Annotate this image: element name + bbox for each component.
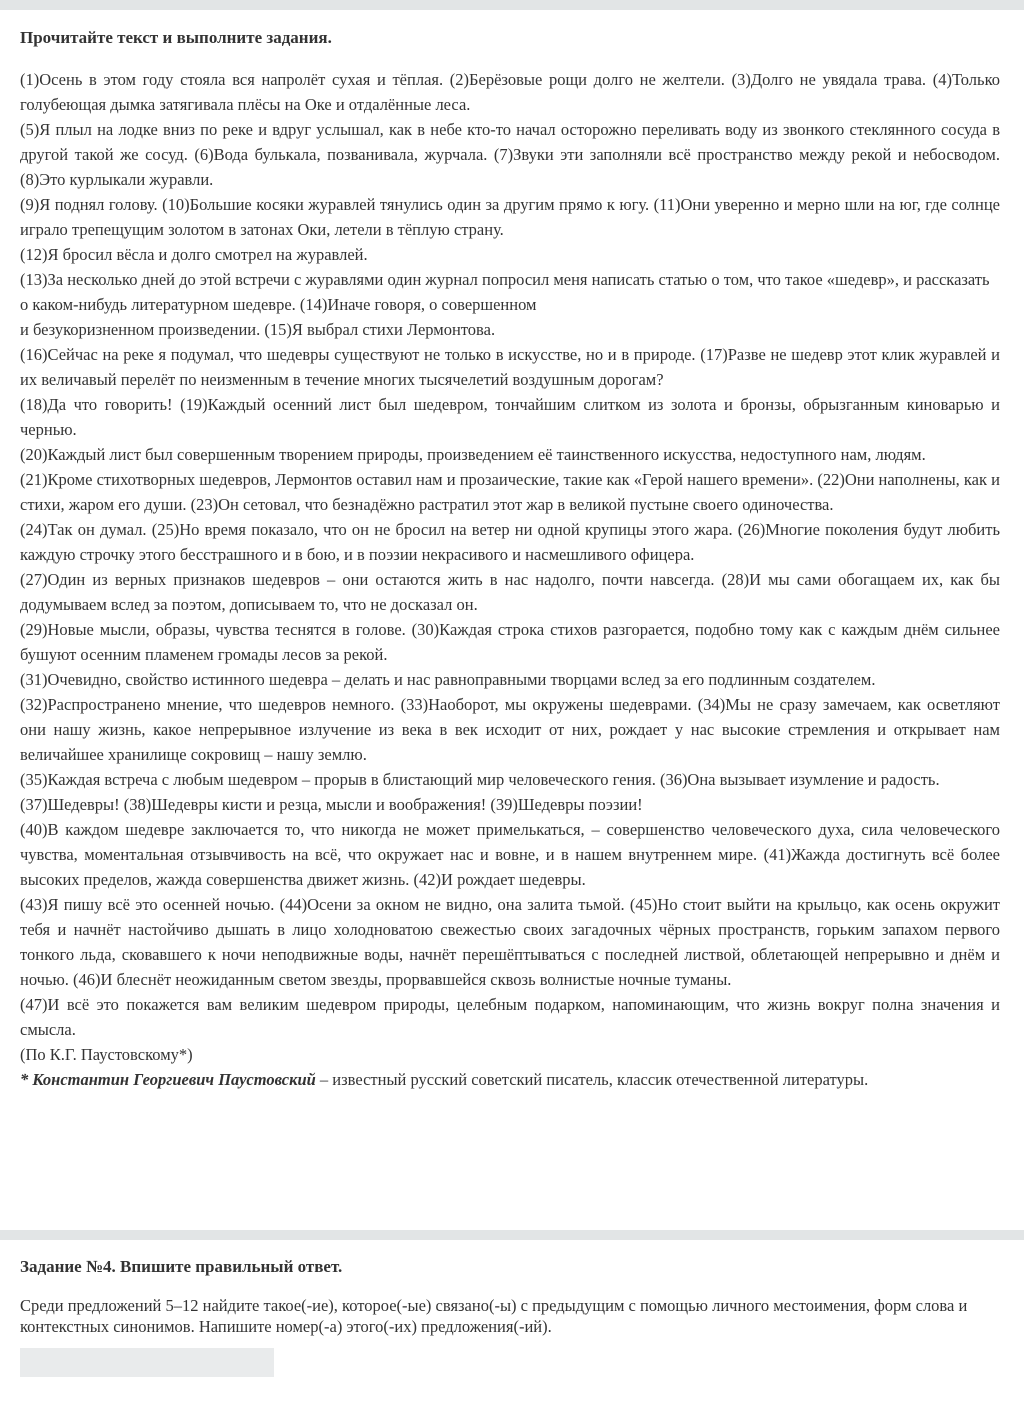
paragraph: (18)Да что говорить! (19)Каждый осенний лист был шедевром, тончайшим слитком из золота и бронзы, обрызганным киноварью и чернью. [20,395,1000,439]
paragraph: (43)Я пишу всё это осенней ночью. (44)Осени за окном не видно, она залита тьмой. (45)Но стоит выйти на крыльцо, как осень окружит тебя и начнёт настойчиво дышать в лицо холодноватою свежестью своих загадочных чёрных пространств, горьким запахом первого тонкого льда, сковавшего к ночи неподвижные воды, начнёт перешёптываться с последней листвой, облетающей непрерывно и днём и ночью. (46)И блеснёт неожиданным светом звезды, прорвавшейся сквозь волнистые ночные туманы. [20,895,1000,989]
task-section [20,1257,1000,1337]
paragraph: (40)В каждом шедевре заключается то, что никогда не может примелькаться, – совершенство человеческого духа, сила человеческого чувства, моментальная отзывчивость на всё, что окружает нас и вовне, и в нашем внутреннем мире. (41)Жажда достигнуть всё более высоких пределов, жажда совершенства движет жизнь. (42)И рождает шедевры. [20,820,1000,889]
paragraph: (13)За несколько дней до этой встречи с журавлями один журнал попросил меня написать статью о том, что такое «шедевр», и рассказать [20,270,990,289]
paragraph: (31)Очевидно, свойство истинного шедевра – делать и нас равноправными творцами вслед за его подлинным создателем. [20,670,876,689]
footnote-text: – известный русский советский писатель, классик отечественной литературы. [315,1070,869,1089]
paragraph: и безукоризненном произведении. (15)Я выбрал стихи Лермонтова. [20,320,496,339]
paragraph: (35)Каждая встреча с любым шедевром – прорыв в блистающий мир человеческого гения. (36)Она вызывает изумление и радость. [20,770,940,789]
reading-section [20,28,1000,1092]
task-title: Задание №4. Впишите правильный ответ. [20,1257,343,1276]
paragraph: (27)Один из верных признаков шедевров – они остаются жить в нас надолго, почти навсегда. (28)И мы сами обогащаем их, как бы додумываем вслед за поэтом, дописываем то, что не досказал он. [20,570,1000,614]
top-divider [0,0,1024,10]
reading-text [20,67,1000,1092]
paragraph: о каком-нибудь литературном шедевре. (14)Иначе говоря, о совершенном [20,295,537,314]
author-footnote [20,1067,1000,1092]
paragraph: (9)Я поднял голову. (10)Большие косяки журавлей тянулись один за другим прямо к югу. (11)Они уверенно и мерно шли на юг, где солнце играло трепещущим золотом в затонах Оки, летели в тёплую страну. [20,195,1000,239]
paragraph: (5)Я плыл на лодке вниз по реке и вдруг услышал, как в небе кто-то начал осторожно переливать воду из звонкого стеклянного сосуда в другой такой же сосуд. (6)Вода булькала, позванивала, журчала. (7)Звуки эти заполняли всё пространство между рекой и небосводом. (8)Это курлыкали журавли. [20,120,1000,189]
paragraph: (20)Каждый лист был совершенным творением природы, произведением её таинственного искусства, недоступного нам, людям. [20,445,926,464]
source-attribution: (По К.Г. Паустовскому*) [20,1045,193,1064]
paragraph: (32)Распространено мнение, что шедевров немного. (33)Наоборот, мы окружены шедеврами. (34)Мы не сразу замечаем, как осветляют они нашу жизнь, какое непрерывное излучение из века в век исходит от них, рождает у нас высокие стремления и открывает нам величайшее хранилище сокровищ – нашу землю. [20,695,1000,764]
paragraph: (24)Так он думал. (25)Но время показало, что он не бросил на ветер ни одной крупицы этого жара. (26)Многие поколения будут любить каждую строчку этого бесстрашного и в бою, и в поэзии некрасивого и насмешливого офицера. [20,520,1000,564]
paragraph: (37)Шедевры! (38)Шедевры кисти и резца, мысли и воображения! (39)Шедевры поэзии! [20,795,643,814]
paragraph: (21)Кроме стихотворных шедевров, Лермонтов оставил нам и прозаические, такие как «Герой нашего времени». (22)Они наполнены, как и стихи, жаром его души. (23)Он сетовал, что безнадёжно растратил этот жар в великой пустыне своего одиночества. [20,470,1000,514]
paragraph: (12)Я бросил вёсла и долго смотрел на журавлей. [20,245,368,264]
answer-input[interactable] [20,1348,274,1377]
section-divider [0,1230,1024,1240]
paragraph: (1)Осень в этом году стояла вся напролёт сухая и тёплая. (2)Берёзовые рощи долго не желтели. (3)Долго не увядала трава. (4)Только голубеющая дымка затягивала плёсы на Оке и отдалённые леса. [20,70,1000,114]
task-instructions: Среди предложений 5–12 найдите такое(-ие), которое(-ые) связано(-ы) с предыдущим с помощью личного местоимения, форм слова и контекстных синонимов. Напишите номер(-а) этого(-их) предложения(-ий). [20,1296,968,1336]
paragraph: (16)Сейчас на реке я подумал, что шедевры существуют не только в искусстве, но и в природе. (17)Разве не шедевр этот клик журавлей и их величавый перелёт по неизменным в течение многих тысячелетий воздушным дорогам? [20,345,1000,389]
footnote-author-name: * Константин Георгиевич Паустовский [20,1070,316,1089]
reading-title: Прочитайте текст и выполните задания. [20,28,332,47]
paragraph: (47)И всё это покажется вам великим шедевром природы, целебным подарком, напоминающим, что жизнь вокруг полна значения и смысла. [20,995,1000,1039]
paragraph: (29)Новые мысли, образы, чувства теснятся в голове. (30)Каждая строка стихов разгорается, подобно тому как с каждым днём сильнее бушуют осенним пламенем громады лесов за рекой. [20,620,1000,664]
